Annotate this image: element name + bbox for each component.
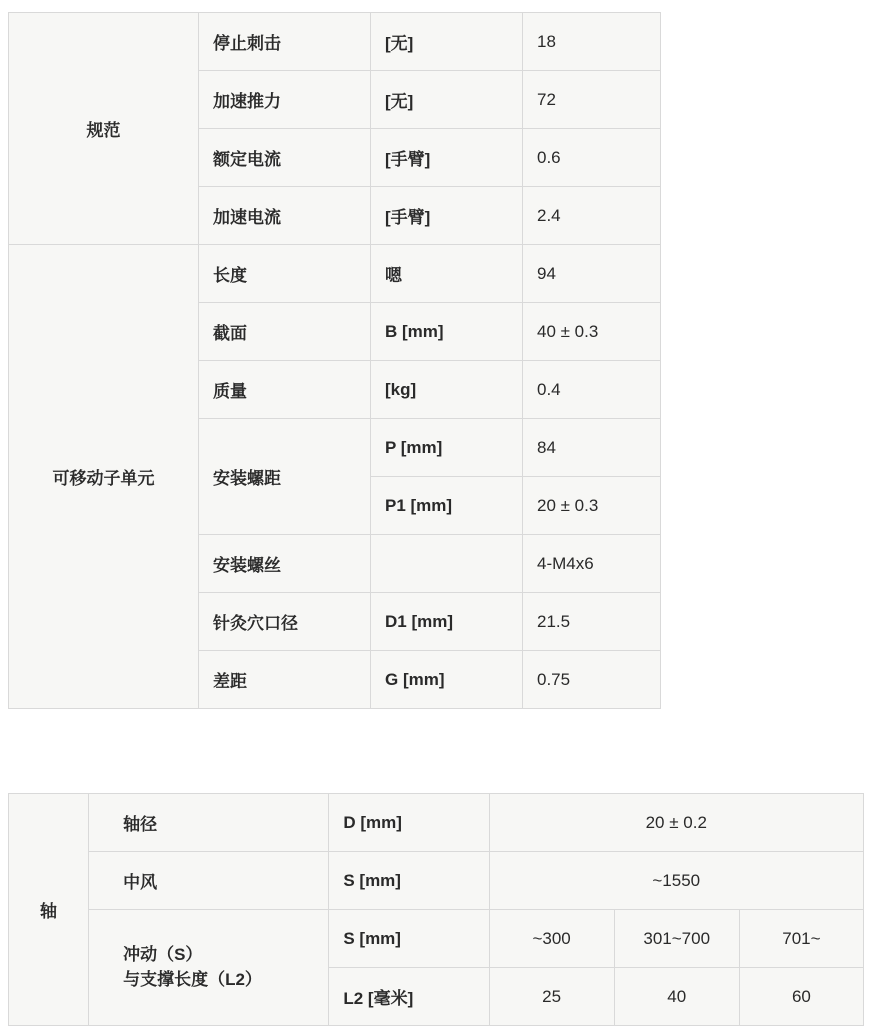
row-label: 长度 — [199, 245, 371, 303]
row-label: 加速电流 — [199, 187, 371, 245]
group-label-shaft: 轴 — [9, 794, 89, 1026]
table-row — [9, 794, 864, 852]
row-unit — [371, 535, 523, 593]
row-label: 针灸穴口径 — [199, 593, 371, 651]
row-value: ~300 — [489, 910, 614, 968]
row-label: 额定电流 — [199, 129, 371, 187]
row-value: 2.4 — [523, 187, 661, 245]
table-row — [9, 13, 661, 71]
table-row — [9, 910, 864, 968]
row-label: 截面 — [199, 303, 371, 361]
row-unit: 嗯 — [371, 245, 523, 303]
row-unit: D1 [mm] — [371, 593, 523, 651]
row-value: 60 — [739, 968, 863, 1026]
row-unit: P1 [mm] — [371, 477, 523, 535]
row-label: 安装螺丝 — [199, 535, 371, 593]
row-label: 停止刺击 — [199, 13, 371, 71]
row-value: 84 — [523, 419, 661, 477]
row-value: 701~ — [739, 910, 863, 968]
row-unit: S [mm] — [329, 910, 489, 968]
table-row — [9, 245, 661, 303]
row-value: 4-M4x6 — [523, 535, 661, 593]
row-unit: [无] — [371, 13, 523, 71]
row-unit: D [mm] — [329, 794, 489, 852]
stroke-label-line-2: 与支撑长度（L2） — [123, 969, 262, 989]
row-unit: G [mm] — [371, 651, 523, 709]
stroke-label-line-1: 冲动（S） — [123, 944, 203, 964]
table-row — [9, 852, 864, 910]
row-label: 差距 — [199, 651, 371, 709]
row-value: 72 — [523, 71, 661, 129]
row-label: 中风 — [89, 852, 329, 910]
row-label: 加速推力 — [199, 71, 371, 129]
row-unit: [手臂] — [371, 187, 523, 245]
row-unit: S [mm] — [329, 852, 489, 910]
row-value: 0.6 — [523, 129, 661, 187]
row-value: 20 ± 0.3 — [523, 477, 661, 535]
row-value: 40 ± 0.3 — [523, 303, 661, 361]
row-value: ~1550 — [489, 852, 863, 910]
row-value: 25 — [489, 968, 614, 1026]
row-unit: P [mm] — [371, 419, 523, 477]
row-unit: [手臂] — [371, 129, 523, 187]
shaft-table — [8, 793, 864, 1026]
row-unit: [kg] — [371, 361, 523, 419]
row-unit: B [mm] — [371, 303, 523, 361]
row-unit: L2 [毫米] — [329, 968, 489, 1026]
row-value: 18 — [523, 13, 661, 71]
group-label-specification: 规范 — [9, 13, 199, 245]
row-value: 0.75 — [523, 651, 661, 709]
row-value: 0.4 — [523, 361, 661, 419]
row-label: 轴径 — [89, 794, 329, 852]
row-value: 40 — [614, 968, 739, 1026]
row-value: 301~700 — [614, 910, 739, 968]
row-value: 94 — [523, 245, 661, 303]
group-label-movable-subunit: 可移动子单元 — [9, 245, 199, 709]
row-value: 21.5 — [523, 593, 661, 651]
row-label-stroke-support — [89, 910, 329, 1026]
row-unit: [无] — [371, 71, 523, 129]
row-label: 质量 — [199, 361, 371, 419]
row-label-mounting-pitch: 安装螺距 — [199, 419, 371, 535]
specification-table — [8, 12, 661, 709]
row-value: 20 ± 0.2 — [489, 794, 863, 852]
